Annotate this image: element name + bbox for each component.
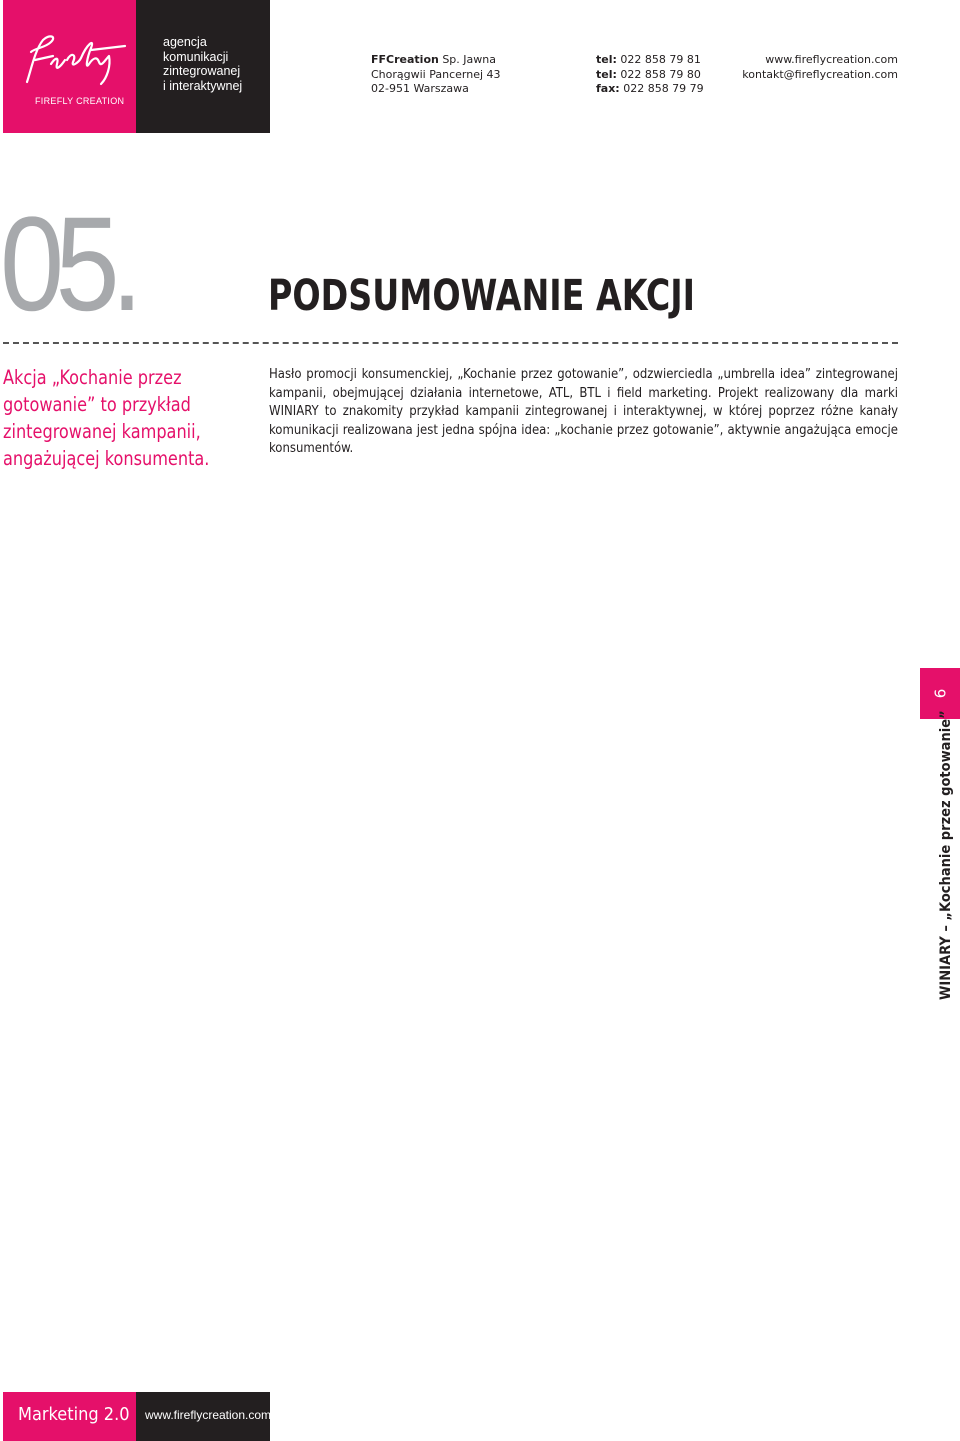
footer-title-block: [3, 1392, 136, 1441]
company-name: FFCreation Sp. Jawna: [371, 53, 496, 66]
logo-caption: FIREFLY CREATION: [35, 96, 125, 106]
company-address: [371, 53, 501, 97]
logo-block: [3, 0, 136, 133]
phone-2: tel: 022 858 79 80: [596, 67, 701, 81]
firefly-logo-icon: [21, 30, 131, 90]
footer-web-block: [136, 1392, 270, 1441]
phone-numbers: [596, 53, 704, 97]
footer-website-link[interactable]: www.fireflycreation.com: [145, 1408, 272, 1422]
agency-description: [163, 35, 242, 93]
page-number: 6: [931, 688, 949, 699]
section-number: 05.: [0, 190, 135, 339]
city: 02-951 Warszawa: [371, 82, 469, 95]
agency-line: zintegrowanej: [163, 64, 241, 78]
web-contact: [742, 53, 898, 82]
website-link[interactable]: www.fireflycreation.com: [765, 53, 898, 66]
lead-text: Akcja „Kochanie przez gotowanie” to przykład zintegrowanej kampanii, angażującej konsumenta.: [3, 366, 210, 470]
agency-line: komunikacji: [163, 49, 229, 64]
email-link[interactable]: kontakt@fireflycreation.com: [742, 67, 898, 81]
dashed-divider: [3, 342, 898, 344]
street: Chorągwii Pancernej 43: [371, 67, 501, 81]
agency-block: [136, 0, 270, 133]
agency-line: agencja: [163, 35, 207, 49]
side-running-title: WINIARY – „Kochanie przez gotowanie”: [938, 710, 954, 1000]
agency-line: i interaktywnej: [163, 78, 243, 93]
footer-title: Marketing 2.0: [18, 1404, 130, 1425]
body-paragraph: Hasło promocji konsumenckiej, „Kochanie przez gotowanie”, odzwierciedla „umbrella idea” zintegrowanej kampanii, obejmującej działania internetowe, ATL, BTL i field marketing. Projekt realizowany dla marki WINIARY to znakomity przykład kampanii zintegrowanej i interaktywnej, w której poprzez różne kanały komunikacji realizowana jest jedna spójna idea: „kochanie przez gotowanie”, aktywnie angażująca emocje konsumentów.: [269, 367, 898, 456]
phone-1: tel: 022 858 79 81: [596, 53, 701, 66]
section-title: PODSUMOWANIE AKCJI: [268, 271, 695, 321]
fax: fax: 022 858 79 79: [596, 82, 704, 95]
